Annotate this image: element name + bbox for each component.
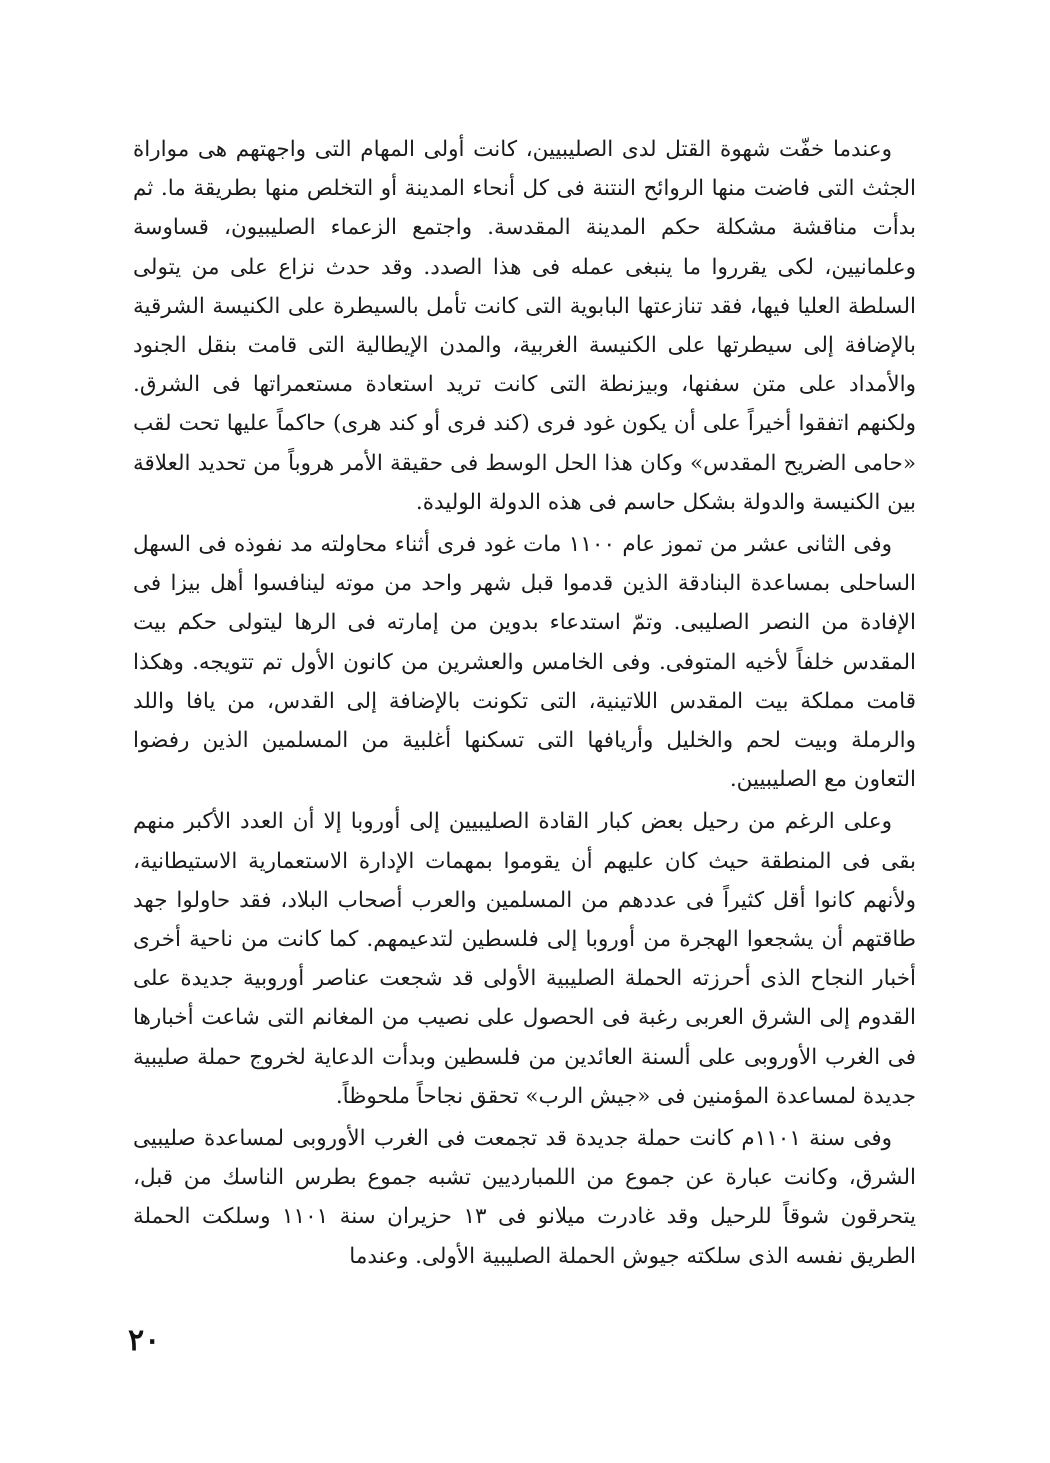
paragraph-1: وعندما خفّت شهوة القتل لدى الصليبيين، كانت أولى المهام التى واجهتهم هى مواراة الجثث التى فاضت منها الروائح النتنة فى كل أنحاء المدينة أو التخلص منها بطريقة ما. ثم بدأت مناقشة مشكلة حكم المدينة المقدسة. واجتمع الزعماء الصليبيون، قساوسة وعلمانيين، لكى يقرروا ما ينبغى عمله فى هذا الصدد. وقد حدث نزاع على من يتولى السلطة العليا فيها، فقد تنازعتها البابوية التى كانت تأمل بالسيطرة على الكنيسة الشرقية بالإضافة إلى سيطرتها على الكنيسة الغربية، والمدن الإيطالية التى قامت بنقل الجنود والأمداد على متن سفنها، وبيزنطة التى كانت تريد استعادة مستعمراتها فى الشرق. ولكنهم اتفقوا أخيراً على أن يكون غود فرى (كند فرى أو كند هرى) حاكماً عليها تحت لقب «حامى الضريح المقدس» وكان هذا الحل الوسط فى حقيقة الأمر هروباً من تحديد العلاقة بين الكنيسة والدولة بشكل حاسم فى هذه الدولة الوليدة. [133, 137, 916, 515]
paragraph-2: وفى الثانى عشر من تموز عام ١١٠٠ مات غود فرى أثناء محاولته مد نفوذه فى السهل الساحلى بمساعدة البنادقة الذين قدموا قبل شهر واحد من موته لينافسوا أهل بيزا فى الإفادة من النصر الصليبى. وتمّ استدعاء بدوين من إمارته فى الرها ليتولى حكم بيت المقدس خلفاً لأخيه المتوفى. وفى الخامس والعشرين من كانون الأول تم تتويجه. وهكذا قامت مملكة بيت المقدس اللاتينية، التى تكونت بالإضافة إلى القدس، من يافا واللد والرملة وبيت لحم والخليل وأريافها التى تسكنها أغلبية من المسلمين الذين رفضوا التعاون مع الصليبيين. [133, 532, 916, 793]
page-number: ٢٠ [128, 1323, 161, 1358]
paragraph-4: وفى سنة ١١٠١م كانت حملة جديدة قد تجمعت فى الغرب الأوروبى لمساعدة صليبيى الشرق، وكانت عبارة عن جموع من اللمبارديين تشبه جموع بطرس الناسك من قبل، يتحرقون شوقاً للرحيل وقد غادرت ميلانو فى ١٣ حزيران سنة ١١٠١ وسلكت الحملة الطريق نفسه الذى سلكته جيوش الحملة الصليبية الأولى. وعندما [133, 1126, 917, 1269]
body-text [133, 130, 916, 1276]
paragraph-3: وعلى الرغم من رحيل بعض كبار القادة الصليبيين إلى أوروبا إلا أن العدد الأكبر منهم بقى فى المنطقة حيث كان عليهم أن يقوموا بمهمات الإدارة الاستعمارية الاستيطانية، ولأنهم كانوا أقل كثيراً فى عددهم من المسلمين والعرب أصحاب البلاد، فقد حاولوا جهد طاقتهم أن يشجعوا الهجرة من أوروبا إلى فلسطين لتدعيمهم. كما كانت من ناحية أخرى أخبار النجاح الذى أحرزته الحملة الصليبية الأولى قد شجعت عناصر أوروبية جديدة على القدوم إلى الشرق العربى رغبة فى الحصول على نصيب من المغانم التى شاعت أخبارها فى الغرب الأوروبى على ألسنة العائدين من فلسطين وبدأت الدعاية لخروج حملة صليبية جديدة لمساعدة المؤمنين فى «جيش الرب» تحقق نجاحاً ملحوظاً. [133, 809, 916, 1109]
